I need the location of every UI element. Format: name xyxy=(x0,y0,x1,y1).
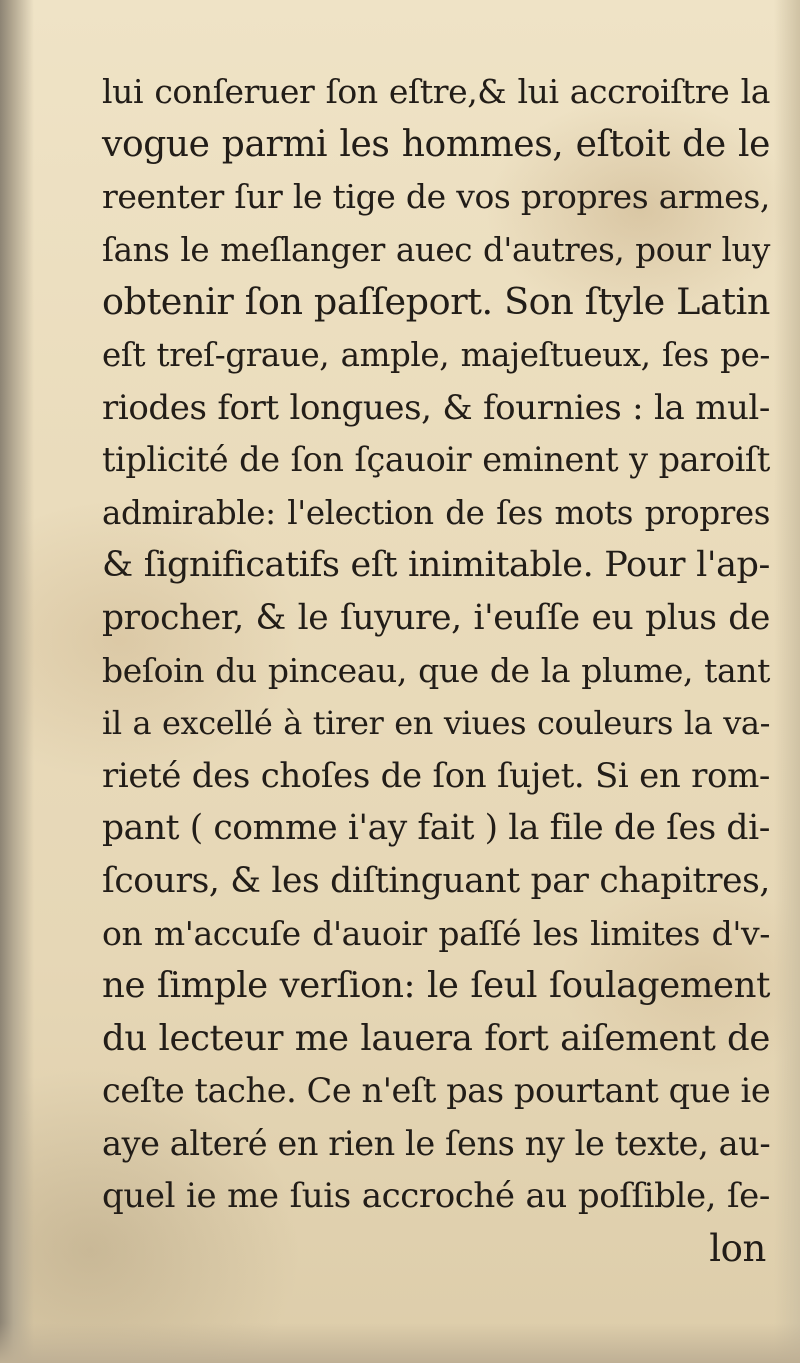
text-line: ſans le meſlanger auec d'autres, pour luy xyxy=(102,230,770,269)
text-line: quel ie me ſuis accroché au poſſible, ſe- xyxy=(102,1176,770,1217)
text-line: admirable: l'election de ſes mots propres xyxy=(102,493,770,532)
text-line: ſcours, & les diſtinguant par chapitres, xyxy=(102,860,770,901)
text-line: tiplicité de ſon ſçauoir eminent y paroiſt xyxy=(102,440,770,480)
text-line: eſt treſ-graue, ample, majeſtueux, ſes pe- xyxy=(102,335,770,374)
text-line: procher, & le ſuyure, i'euſſe eu plus de xyxy=(102,597,770,638)
text-line: riodes fort longues, & fournies : la mul- xyxy=(102,387,770,428)
text-line: pant ( comme i'ay fait ) la file de ſes di- xyxy=(102,808,770,849)
text-line: aye alteré en rien le ſens ny le texte, au- xyxy=(102,1123,771,1163)
text-line: reenter ſur le tige de vos propres armes, xyxy=(102,177,770,217)
text-line: ceſte tache. Ce n'eſt pas pourtant que ie xyxy=(102,1071,771,1111)
text-line: ne ſimple verſion: le ſeul ſoulagement xyxy=(102,965,770,1007)
catchword: lon xyxy=(709,1227,766,1271)
page-bottom-shadow xyxy=(0,1323,800,1363)
text-line: obtenir ſon paſſeport. Son ſtyle Latin xyxy=(102,280,770,324)
text-line: & ſignificatifs eſt inimitable. Pour l'ap- xyxy=(102,545,770,586)
page-gutter-shadow xyxy=(0,0,34,1363)
text-line: on m'accuſe d'auoir paſſé les limites d'v- xyxy=(102,913,770,953)
text-line: vogue parmi les hommes, eſtoit de le xyxy=(102,123,770,165)
text-line: du lecteur me lauera fort aiſement de xyxy=(102,1017,770,1059)
body-text xyxy=(102,66,770,1276)
text-line: lui conſeruer ſon eſtre,& lui accroiſtre la xyxy=(102,72,770,111)
text-line: beſoin du pinceau, que de la plume, tant xyxy=(102,650,770,690)
text-line: rieté des choſes de ſon ſujet. Si en rom- xyxy=(102,755,770,796)
page-edge-shadow xyxy=(774,0,800,1363)
text-line: il a excellé à tirer en viues couleurs la va- xyxy=(102,704,770,743)
